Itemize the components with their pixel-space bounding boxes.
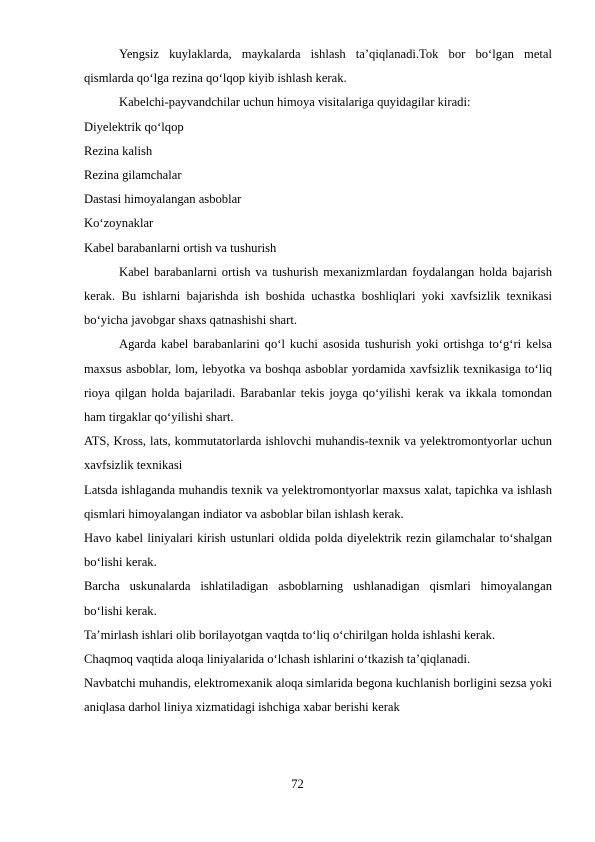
page-number: 72: [291, 777, 304, 791]
list-item-rubber-mats: Rezina gilamchalar: [84, 168, 182, 183]
section-heading-ats-safety: ATS, Kross, lats, kommutatorlarda ishlovchi muhandis-texnik va yelektromontyorlar uchun xavfsizlik texnikasi: [84, 434, 552, 473]
paragraph-cable-drum-mechanisms: Kabel barabanlarni ortish va tushurish mexanizmlardan foydalangan holda bajarish kerak. Bu ishlarni bajarishda ish boshida uchastka boshliqlari yoki xavfsizlik texnikasi bo‘yicha javobgar shaxs qatnashishi shart.: [84, 264, 552, 328]
paragraph-duty-engineer: Navbatchi muhandis, elektromexanik aloqa simlarida begona kuchlanish borligini sezsa yoki aniqlasa darhol liniya xizmatidagi ishchiga xabar berishi kerak: [84, 676, 552, 715]
list-item-insulated-tools: Dastasi himoyalangan asboblar: [84, 192, 242, 207]
paragraph-sleeveless-clothing: Yengsiz kuylaklarda, maykalarda ishlash ta’qiqlanadi.Tok bor bo‘lgan metal qismlarda qo‘lga rezina qo‘lqop kiyib ishlash kerak.: [84, 47, 552, 86]
paragraph-manual-drum-handling: Agarda kabel barabanlarini qo‘l kuchi asosida tushurish yoki ortishga to‘g‘ri kelsa maxsus asboblar, lom, lebyotka va boshqa asboblar yordamida xavfsizlik texnikasiga to‘liq rioya qilgan holda bajariladi. Barabanlar tekis joyga qo‘yilishi kerak va ikkala tomondan ham tirgaklar qo‘yilishi shart.: [84, 337, 552, 425]
paragraph-tool-handles: Barcha uskunalarda ishlatiladigan asboblarning ushlanadigan qismlari himoyalangan bo‘lishi kerak.: [84, 579, 552, 618]
list-item-rubber-galoshes: Rezina kalish: [84, 143, 153, 158]
paragraph-protective-means-intro: Kabelchi-payvandchilar uchun himoya visitalariga quyidagilar kiradi:: [119, 95, 471, 110]
paragraph-repair-work: Ta’mirlash ishlari olib borilayotgan vaqtda to‘liq o‘chirilgan holda ishlashi kerak.: [84, 627, 496, 642]
paragraph-air-cable-lines: Havo kabel liniyalari kirish ustunlari oldida polda diyelektrik rezin gilamchalar to‘shalgan bo‘lishi kerak.: [84, 531, 552, 570]
list-item-dielectric-gloves: Diyelektrik qo‘lqop: [84, 119, 184, 134]
paragraph-lats-work: Latsda ishlaganda muhandis texnik va yelektromontyorlar maxsus xalat, tapichka va ishlash qismlari himoyalangan indiator va asboblar bilan ishlash kerak.: [84, 482, 552, 521]
section-heading-cable-drums: Kabel barabanlarni ortish va tushurish: [84, 240, 277, 255]
paragraph-lightning: Chaqmoq vaqtida aloqa liniyalarida o‘lchash ishlarini o‘tkazish ta’qiqlanadi.: [84, 652, 471, 667]
document-body: [84, 42, 552, 720]
list-item-goggles: Ko‘zoynaklar: [84, 216, 154, 231]
